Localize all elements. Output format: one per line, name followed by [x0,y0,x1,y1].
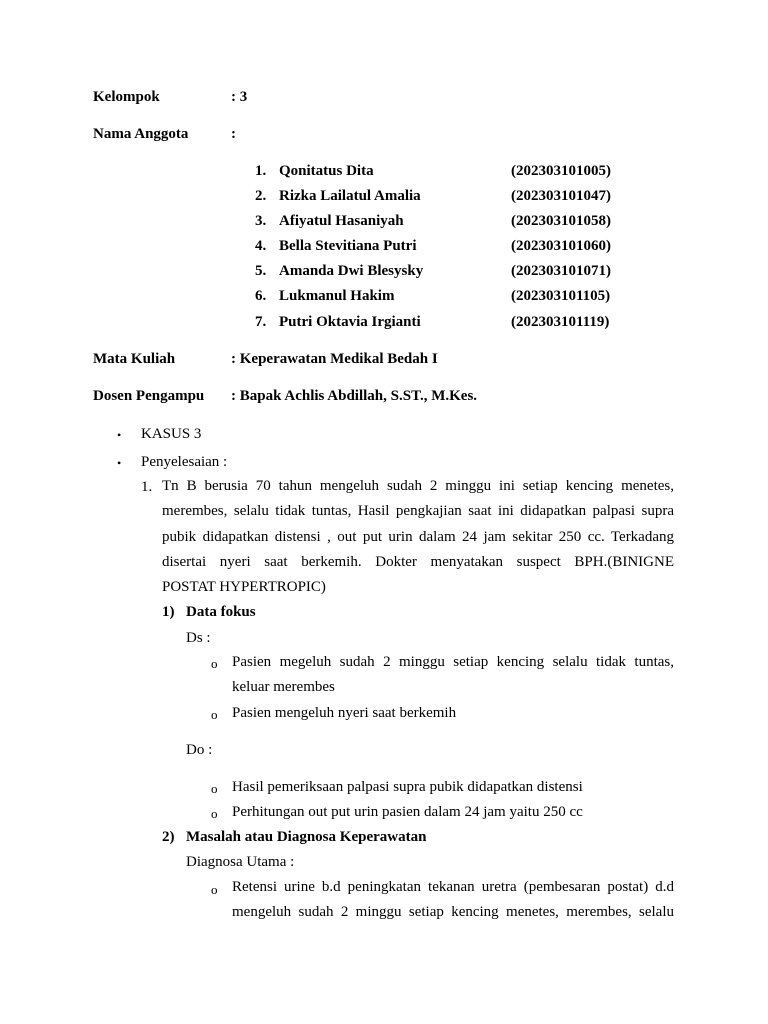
member-name: Putri Oktavia Irgianti [279,314,421,330]
ds-item-line: keluar merembes [232,679,335,696]
ds-item-line: Pasien megeluh sudah 2 minggu setiap kencing selalu tidak tuntas, [232,654,674,670]
member-id: (202303101071) [511,263,611,279]
section2-number: 2) [162,829,175,845]
diagnosa-utama-label: Diagnosa Utama : [186,854,295,870]
member-num: 1. [255,163,267,179]
mata-kuliah-label: Mata Kuliah [93,351,176,367]
member-id: (202303101047) [511,188,611,204]
member-name: Rizka Lailatul Amalia [279,188,421,204]
member-name: Bella Stevitiana Putri [279,238,417,254]
circle-bullet-icon: o [211,806,218,821]
mata-kuliah-value: : Keperawatan Medikal Bedah I [231,351,438,367]
ds-item: Pasien mengeluh nyeri saat berkemih [232,705,457,721]
ds-label: Ds : [186,630,211,646]
case-line: POSTAT HYPERTROPIC) [162,579,326,596]
member-id: (202303101105) [511,288,611,304]
member-num: 5. [255,263,267,279]
bullet-icon: • [117,428,122,442]
member-num: 6. [255,288,267,304]
ds-item [232,650,674,701]
diagnosa-item-line: mengeluh sudah 2 minggu setiap kencing menetes, merembes, selalu [232,904,674,921]
diagnosa-item [232,875,674,926]
member-name: Lukmanul Hakim [279,288,395,304]
circle-bullet-icon: o [211,882,218,897]
section1-title: Data fokus [186,604,256,620]
member-id: (202303101119) [511,314,610,330]
member-name: Amanda Dwi Blesysky [279,263,424,279]
circle-bullet-icon: o [211,781,218,796]
circle-bullet-icon: o [211,656,218,671]
circle-bullet-icon: o [211,707,218,722]
case-line: pubik didapatkan distensi , out put urin dalam 24 jam sekitar 250 cc. Terkadang [162,528,674,545]
section2-title: Masalah atau Diagnosa Keperawatan [186,829,427,845]
member-num: 2. [255,188,267,204]
do-item: Hasil pemeriksaan palpasi supra pubik didapatkan distensi [232,779,583,795]
member-id: (202303101058) [511,213,611,229]
do-item: Perhitungan out put urin pasien dalam 24 jam yaitu 250 cc [232,804,583,820]
section1-number: 1) [162,604,175,620]
member-num: 7. [255,314,267,330]
penyelesaian-label: Penyelesaian : [141,454,228,470]
nama-anggota-label: Nama Anggota [93,126,189,142]
member-num: 4. [255,238,267,254]
do-label: Do : [186,742,213,758]
case-line: disertai nyeri saat berkemih. Dokter menyatakan suspect BPH.(BINIGNE [162,553,674,570]
nama-anggota-colon: : [231,126,236,142]
member-num: 3. [255,213,267,229]
kelompok-label: Kelompok [93,89,160,105]
case-line: Tn B berusia 70 tahun mengeluh sudah 2 minggu ini setiap kencing menetes, [162,478,674,494]
member-id: (202303101005) [511,163,611,179]
case-paragraph [162,474,674,600]
bullet-icon: • [117,456,122,470]
dosen-value: : Bapak Achlis Abdillah, S.ST., M.Kes. [231,388,478,404]
case-number: 1. [141,479,153,495]
dosen-label: Dosen Pengampu [93,388,205,404]
kelompok-value: : 3 [231,89,248,105]
member-name: Afiyatul Hasaniyah [279,213,404,229]
member-name: Qonitatus Dita [279,163,374,179]
diagnosa-item-line: Retensi urine b.d peningkatan tekanan uretra (pembesaran postat) d.d [232,879,674,895]
member-id: (202303101060) [511,238,611,254]
case-line: merembes, selalu tidak tuntas, Hasil pengkajian saat ini didapatkan palpasi supra [162,503,674,520]
kasus-label: KASUS 3 [141,426,202,442]
